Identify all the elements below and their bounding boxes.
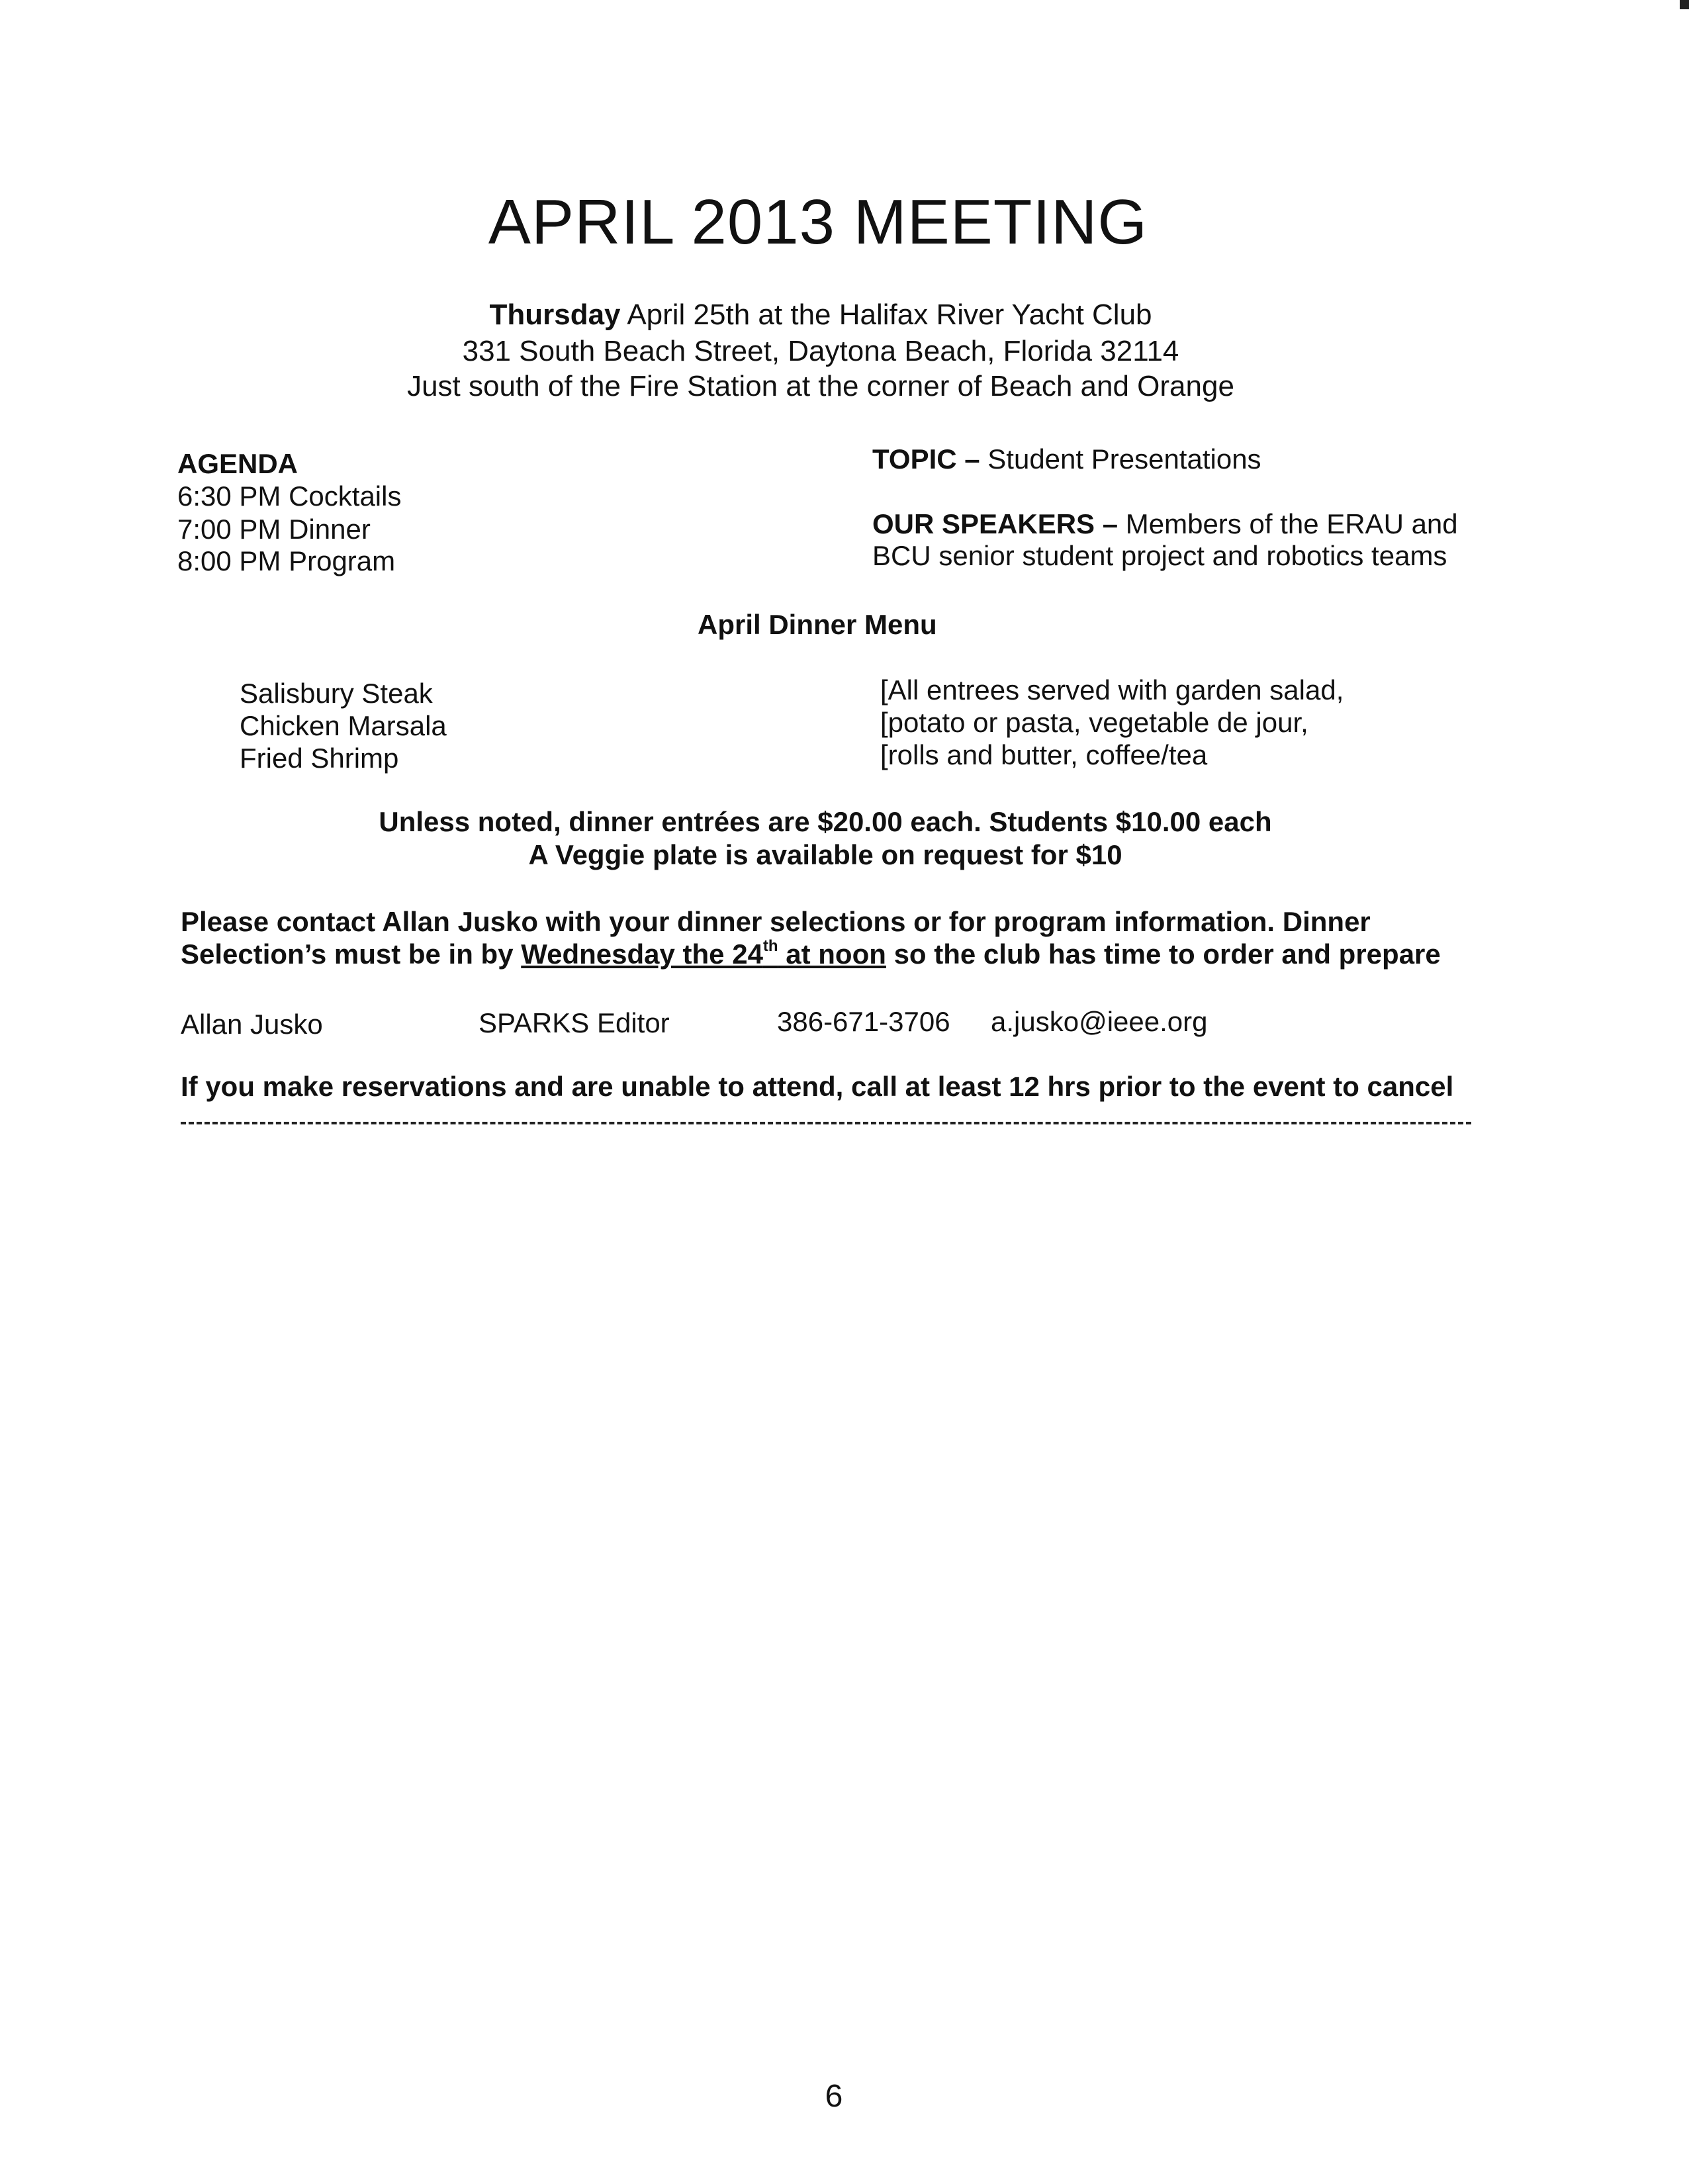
page-title: APRIL 2013 MEETING <box>488 187 1148 257</box>
dashed-divider <box>181 1122 1471 1124</box>
topic-label: TOPIC – <box>872 443 980 475</box>
speakers-line-2: BCU senior student project and robotics teams <box>872 540 1447 571</box>
menu-heading: April Dinner Menu <box>698 609 937 640</box>
contact-email: a.jusko@ieee.org <box>991 1006 1208 1037</box>
pricing-line-2: A Veggie plate is available on request for $10 <box>528 839 1122 870</box>
agenda-heading: AGENDA <box>177 448 298 479</box>
menu-entree: Chicken Marsala <box>240 710 447 741</box>
topic-text: Student Presentations <box>980 443 1261 475</box>
contact-instructions-line-1: Please contact Allan Jusko with your dinner selections or for program information. Dinner <box>181 906 1371 937</box>
menu-note: [rolls and butter, coffee/tea <box>880 739 1208 770</box>
deadline-ordinal: th <box>762 937 778 955</box>
venue-date-place: April 25th at the Halifax River Yacht Club <box>620 298 1152 331</box>
speakers-line-1 <box>872 507 1458 541</box>
agenda-item: 7:00 PM Dinner <box>177 514 371 545</box>
venue-address: 331 South Beach Street, Daytona Beach, Florida 32114 <box>462 335 1179 367</box>
contact-phone: 386-671-3706 <box>777 1006 950 1037</box>
speakers-label: OUR SPEAKERS – <box>872 508 1118 539</box>
deadline-reason: so the club has time to order and prepare <box>886 938 1441 970</box>
menu-entree: Salisbury Steak <box>240 678 433 709</box>
venue-day: Thursday <box>489 298 621 331</box>
scan-corner-mark <box>1680 0 1689 9</box>
deadline-time: at noon <box>778 938 886 970</box>
contact-name: Allan Jusko <box>181 1009 323 1040</box>
venue-line-1 <box>0 296 1641 334</box>
venue-directions: Just south of the Fire Station at the corner of Beach and Orange <box>407 370 1234 402</box>
contact-role: SPARKS Editor <box>479 1007 670 1038</box>
menu-note: [All entrees served with garden salad, <box>880 674 1344 705</box>
menu-entree: Fried Shrimp <box>240 743 399 774</box>
deadline-intro: Selection’s must be in by <box>181 938 522 970</box>
cancel-notice: If you make reservations and are unable to attend, call at least 12 hrs prior to the event to cancel <box>181 1071 1454 1102</box>
topic-line <box>872 442 1261 477</box>
menu-note: [potato or pasta, vegetable de jour, <box>880 707 1308 738</box>
contact-instructions-line-2 <box>181 937 1441 972</box>
pricing-line-1: Unless noted, dinner entrées are $20.00 each. Students $10.00 each <box>379 806 1272 837</box>
agenda-item: 6:30 PM Cocktails <box>177 480 402 512</box>
deadline-day: Wednesday the 24 <box>521 938 763 970</box>
page-number: 6 <box>825 2079 843 2114</box>
speakers-text: Members of the ERAU and <box>1118 508 1458 539</box>
agenda-item: 8:00 PM Program <box>177 545 396 576</box>
deadline-date <box>521 938 886 970</box>
